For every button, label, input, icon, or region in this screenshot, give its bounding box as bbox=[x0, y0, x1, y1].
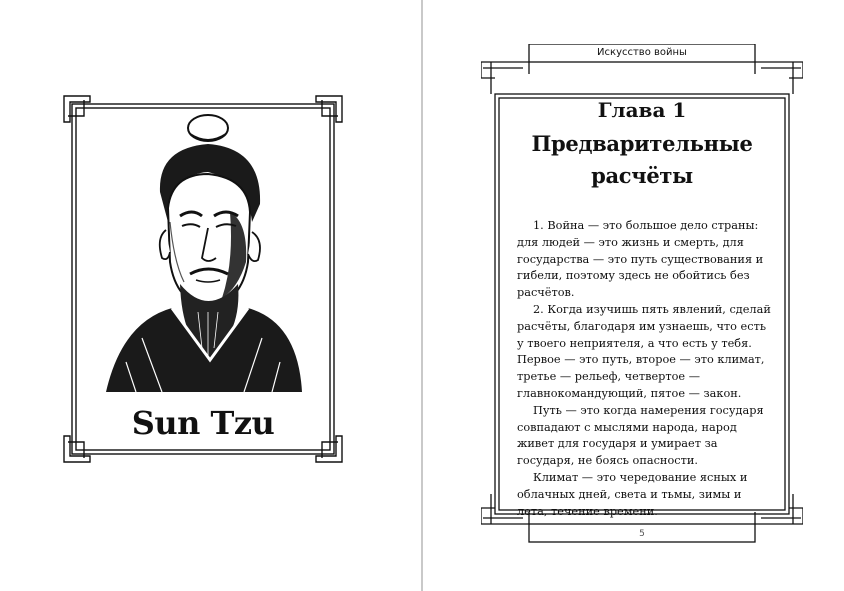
paragraph: 1. Война — это большое дело страны: для людей — это жизнь и смерть, для государства — это путь существования и гибели, поэтому здесь не обойтись без расчётов. bbox=[517, 219, 764, 300]
sun-tzu-portrait bbox=[102, 112, 302, 412]
right-page bbox=[423, 0, 844, 591]
text-frame bbox=[481, 44, 803, 544]
running-head: Искусство войны bbox=[597, 47, 687, 58]
chapter-label: Глава 1 bbox=[597, 98, 687, 122]
left-page bbox=[0, 0, 421, 591]
page-number: 5 bbox=[639, 529, 645, 539]
portrait-caption: Sun Tzu bbox=[131, 404, 275, 442]
paragraph: Климат — это чередование ясных и облачных дней, света и тьмы, зимы и лета, течение времени. bbox=[517, 470, 748, 518]
paragraph: 2. Когда изучишь пять явлений, сделай расчёты, благодаря им узнаешь, что есть у твоего неприятеля, а что есть у тебя. Первое — это путь, второе — это климат, третье — рельеф, четвертое — главнокомандующий, пятое — закон. bbox=[517, 302, 771, 400]
portrait-frame bbox=[62, 94, 344, 464]
chapter-body bbox=[517, 218, 775, 520]
paragraph: Путь — это когда намерения государя совпадают с мыслями народа, народ живет для государя и умирает за государя, не боясь опасности. bbox=[517, 403, 764, 468]
chapter-title: Предварительные расчёты bbox=[531, 131, 753, 188]
